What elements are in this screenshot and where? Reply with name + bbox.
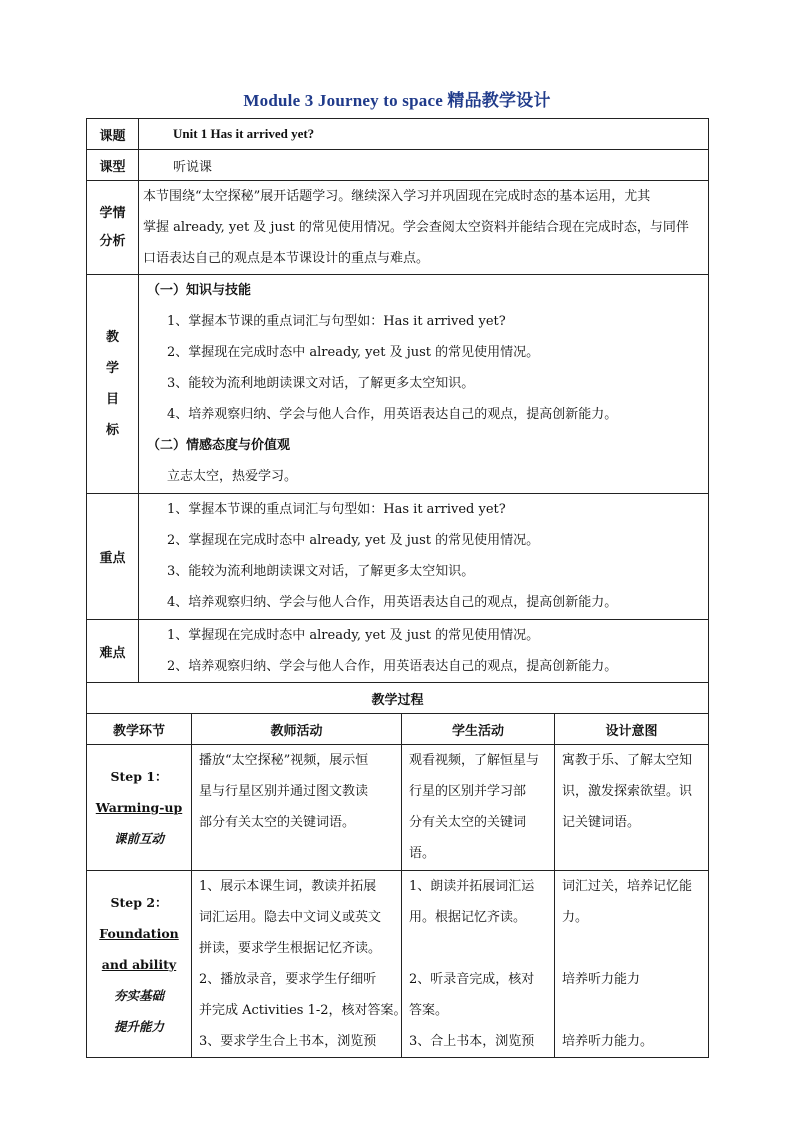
goals-row [87,275,709,494]
analysis-label: 学情 分析 [87,181,139,275]
step-1-student: 观看视频，了解恒星与 行星的区别并学习部 分有关太空的关键词 语。 [402,745,555,871]
difficulty-label: 难点 [87,620,139,683]
topic-row [87,119,709,150]
goals-section-knowledge: （一）知识与技能 [147,283,252,298]
step-2-row [87,871,709,1058]
difficulty-content: 1、掌握现在完成时态中 already, yet 及 just 的常见使用情况。 2、培养观察归纳、学会与他人合作，用英语表达自己的观点，提高创新能力。 [139,620,709,683]
topic-label: 课题 [87,119,139,150]
header-student: 学生活动 [402,714,555,745]
header-teacher: 教师活动 [192,714,402,745]
page-title: Module 3 Journey to space 精品教学设计 [243,91,551,110]
process-title-row [87,683,709,714]
step-2-label: Step 2： Foundation and ability 夯实基础 提升能力 [87,871,192,1058]
process-header-row [87,714,709,745]
key-content: 1、掌握本节课的重点词汇与句型如：Has it arrived yet? 2、掌握现在完成时态中 already, yet 及 just 的常见使用情况。 3、能较为流利地朗读课文对话，了解更多太空知识。 4、培养观察归纳、学会与他人合作，用英语表达自己的观点，提高创新能力。 [139,494,709,620]
header-step: 教学环节 [87,714,192,745]
key-row [87,494,709,620]
difficulty-row [87,620,709,683]
step-1-intent: 寓教于乐、了解太空知 识，激发探索欲望。识 记关键词语。 [555,745,709,871]
step-2-intent: 词汇过关，培养记忆能 力。 培养听力能力 培养听力能力。 [555,871,709,1058]
topic-value: Unit 1 Has it arrived yet? [139,119,709,150]
step-1-row [87,745,709,871]
type-row [87,150,709,181]
goals-label: 教 学 目 标 [87,275,139,494]
step-2-teacher: 1、展示本课生词，教读并拓展 词汇运用。隐去中文词义或英文 拼读，要求学生根据记忆齐读。 2、播放录音，要求学生仔细听 并完成 Activities 1-2，核对答案。 3、要求学生合上书本，浏览预 [192,871,402,1058]
analysis-row [87,181,709,275]
step-1-label: Step 1： Warming-up 课前互动 [87,745,192,871]
step-2-student: 1、朗读并拓展词汇运 用。根据记忆齐读。 2、听录音完成，核对 答案。 3、合上书本，浏览预 [402,871,555,1058]
step-1-teacher: 播放“太空探秘”视频，展示恒 星与行星区别并通过图文教读 部分有关太空的关键词语。 [192,745,402,871]
key-label: 重点 [87,494,139,620]
process-title: 教学过程 [87,683,709,714]
header-intent: 设计意图 [555,714,709,745]
type-label: 课型 [87,150,139,181]
goals-content: （一）知识与技能 1、掌握本节课的重点词汇与句型如：Has it arrived yet? 2、掌握现在完成时态中 already, yet 及 just 的常见使用情况。 3、能较为流利地朗读课文对话，了解更多太空知识。 4、培养观察归纳、学会与他人合作，用英语表达自己的观点，提高创新能力。 （二）情感态度与价值观 立志太空，热爱学习。 [139,275,709,494]
goals-section-attitude: （二）情感态度与价值观 [147,438,291,453]
type-value: 听说课 [139,150,709,181]
lesson-plan-table [86,118,709,1058]
analysis-text: 本节围绕“太空探秘”展开话题学习。继续深入学习并巩固现在完成时态的基本运用，尤其 掌握 already, yet 及 just 的常见使用情况。学会查阅太空资料并能结合现在完成时态，与同伴 口语表达自己的观点是本节课设计的重点与难点。 [139,181,709,275]
